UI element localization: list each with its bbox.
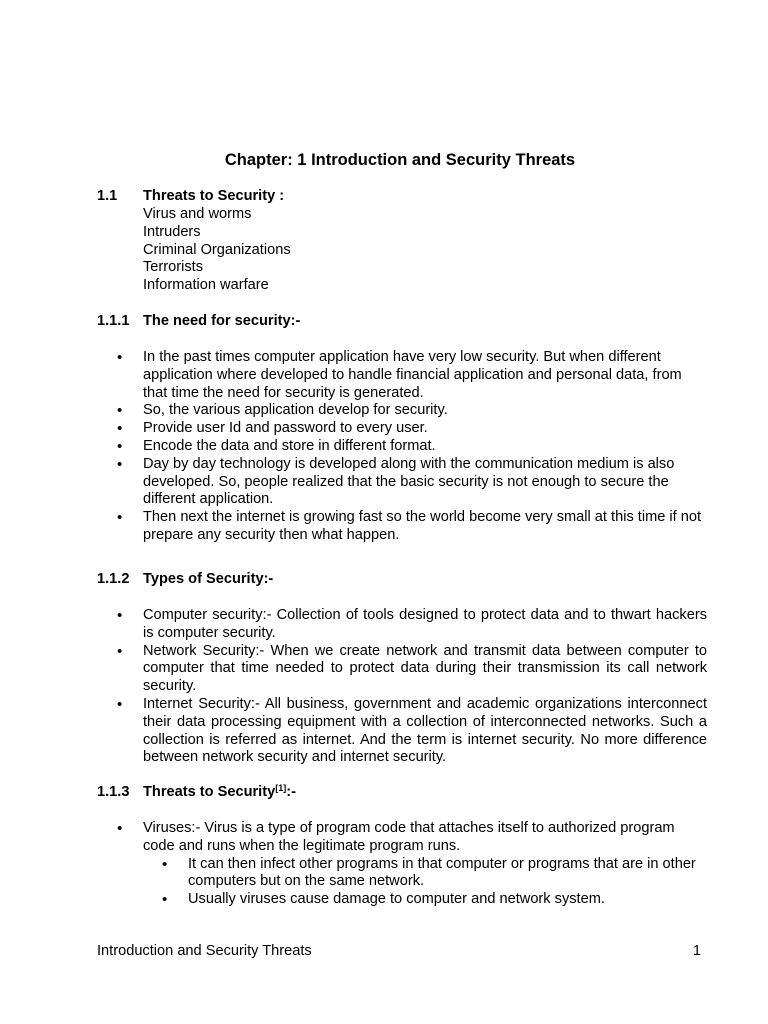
- section-1-1-3: [97, 784, 707, 909]
- page-footer: [97, 943, 701, 961]
- list-item: • Network Security:- When we create network and transmit data between computer to computer that time needed to protect data during their transmission its call network security.: [97, 643, 707, 696]
- section-heading: [97, 313, 707, 331]
- section-title: [143, 784, 296, 802]
- list-item: • Encode the data and store in different format.: [97, 438, 707, 456]
- list-item: • Internet Security:- All business, government and academic organizations interconnect their data processing equipment with a collection of interconnected networks. Such a collection is referred as internet. And the term is internet security. No more difference between network security and internet security.: [97, 696, 707, 767]
- section-title: Types of Security:-: [143, 571, 274, 587]
- section-1-1: [97, 188, 707, 295]
- sub-bullet-list: [97, 856, 707, 909]
- section-number: 1.1.1: [97, 313, 130, 329]
- list-item: • It can then infect other programs in that computer or programs that are in other computers but on the same network.: [97, 856, 707, 892]
- section-1-1-2: [97, 571, 707, 767]
- section-title-suffix: :-: [286, 784, 296, 800]
- list-item: Terrorists: [143, 259, 203, 276]
- list-item: Intruders: [143, 223, 201, 240]
- bullet-list: [97, 349, 707, 545]
- section-number: 1.1.2: [97, 571, 130, 587]
- list-item: • So, the various application develop for security.: [97, 402, 707, 420]
- bullet-list: [97, 607, 707, 767]
- threat-list: [143, 206, 707, 295]
- list-item: • Then next the internet is growing fast so the world become very small at this time if not prepare any security then what happen.: [97, 509, 707, 545]
- footer-title: Introduction and Security Threats: [97, 943, 312, 959]
- list-item: • Computer security:- Collection of tools designed to protect data and to thwart hackers is computer security.: [97, 607, 707, 643]
- section-title: Threats to Security :: [143, 188, 285, 204]
- page-number: 1: [692, 943, 701, 959]
- section-1-1-1: [97, 313, 707, 545]
- reference-marker: [1]: [275, 783, 287, 793]
- section-heading: [97, 784, 707, 802]
- section-heading: [97, 571, 707, 589]
- list-item: • Provide user Id and password to every user.: [97, 420, 707, 438]
- list-item: Criminal Organizations: [143, 241, 291, 258]
- list-item: • Day by day technology is developed along with the communication medium is also developed. So, people realized that the basic security is not enough to secure the different application.: [97, 456, 707, 509]
- section-number: 1.1.3: [97, 784, 130, 800]
- section-number: 1.1: [97, 188, 118, 204]
- section-title-text: Threats to Security: [143, 784, 276, 800]
- list-item: Information warfare: [143, 277, 269, 294]
- list-item: Virus and worms: [143, 206, 252, 222]
- section-title: The need for security:-: [143, 313, 301, 329]
- list-item: • Usually viruses cause damage to computer and network system.: [97, 891, 707, 909]
- list-item: • In the past times computer application have very low security. But when different application where developed to handle financial application and personal data, from that time the need for security is generated.: [97, 349, 707, 402]
- chapter-title: Chapter: 1 Introduction and Security Threats: [224, 151, 576, 169]
- list-item: [97, 820, 707, 909]
- bullet-list: [97, 820, 707, 909]
- section-heading: [97, 188, 707, 206]
- list-item-text: Viruses:- Virus is a type of program code that attaches itself to authorized program code and runs when the legitimate program runs.: [143, 820, 675, 854]
